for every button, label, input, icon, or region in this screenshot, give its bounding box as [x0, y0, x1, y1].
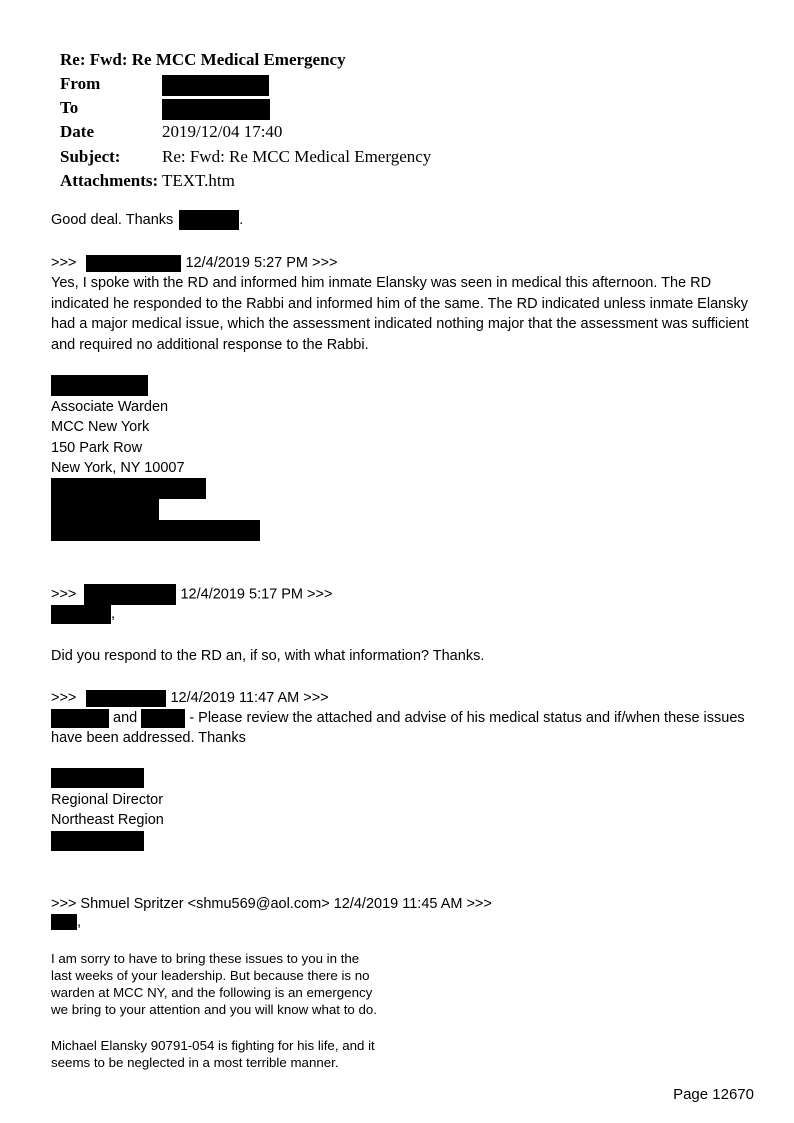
quote4-header: >>> Shmuel Spritzer <shmu569@aol.com> 12/4/2019 11:45 AM >>>	[51, 896, 492, 912]
quote4-salutation: ,	[51, 912, 81, 932]
attachments-row	[60, 169, 235, 193]
redaction-name	[141, 709, 185, 728]
from-row	[60, 72, 162, 96]
quote-time: 12/4/2019 5:17 PM >>>	[180, 586, 333, 603]
redaction-name	[51, 914, 77, 930]
to-label: To	[60, 98, 79, 117]
quote1-header	[51, 253, 337, 273]
quote-time: 12/4/2019 5:27 PM >>>	[185, 255, 338, 271]
quote-prefix: >>>	[51, 586, 77, 603]
date-value: 2019/12/04 17:40	[162, 122, 283, 141]
quote2-body: Did you respond to the RD an, if so, with what information? Thanks.	[51, 648, 485, 664]
sig2-redaction	[51, 768, 144, 788]
sig1-street: 150 Park Row	[51, 440, 143, 456]
attachments-label: Attachments:	[60, 171, 159, 190]
redaction-contact-2	[51, 499, 159, 520]
sig2-title: Regional Director	[51, 792, 164, 808]
quote3-line2: have been addressed. Thanks	[51, 730, 246, 746]
subject-label: Subject:	[60, 147, 121, 166]
sig1-title: Associate Warden	[51, 399, 169, 415]
redaction-name	[51, 605, 111, 624]
attachments-value[interactable]: TEXT.htm	[162, 171, 235, 190]
quote-prefix: >>>	[51, 690, 77, 706]
redaction-contact	[51, 831, 144, 851]
sig2-region: Northeast Region	[51, 812, 164, 828]
subject-value: Re: Fwd: Re MCC Medical Emergency	[162, 147, 432, 166]
reply-line	[51, 210, 243, 230]
quote1-body: Yes, I spoke with the RD and informed him inmate Elansky was seen in medical this afternoon. The RD indicated he responded to the Rabbi and informed him of the same. The RD indicated unless inmate Elansky had a major medical issue, which the assessment indicated nothing major that the assessment was sufficient and required no additional response to the Rabbi.	[51, 275, 749, 353]
redaction-name	[51, 709, 109, 728]
quote2-header	[51, 584, 332, 605]
date-row	[60, 120, 283, 144]
quote3-line1: and - Please review the attached and advise of his medical status and if/when these issues	[51, 708, 745, 728]
redaction-contact-3	[51, 520, 260, 541]
sig1-city: New York, NY 10007	[51, 460, 185, 476]
subject-row	[60, 145, 432, 169]
sig1-org: MCC New York	[51, 419, 150, 435]
redaction-name	[179, 210, 239, 230]
quote2-salutation: ,	[51, 604, 115, 624]
reply-punct: .	[239, 212, 244, 228]
redaction-to	[162, 99, 270, 120]
sig1-redaction	[51, 375, 148, 396]
redaction-contact-1	[51, 478, 206, 499]
quote4-para2: Michael Elansky 90791-054 is fighting for his life, and it seems to be neglected in a most terrible manner.	[51, 1038, 375, 1070]
reply-text: Good deal. Thanks	[51, 212, 174, 228]
redaction-from	[162, 75, 269, 96]
date-label: Date	[60, 122, 94, 141]
email-subject-heading	[60, 48, 346, 72]
quote-prefix: >>>	[51, 255, 77, 271]
to-row	[60, 96, 162, 120]
quote3-header	[51, 688, 329, 708]
quote-time: 12/4/2019 11:47 AM >>>	[170, 690, 329, 706]
subject-heading-text: Re: Fwd: Re MCC Medical Emergency	[60, 50, 346, 69]
redaction-sender	[84, 584, 176, 605]
quote4-para1: I am sorry to have to bring these issues to you in the last weeks of your leadership. But because there is no warden at MCC NY, and the following is an emergency we bring to your attention and you will know what to do.	[51, 951, 377, 1017]
redaction-sender	[86, 690, 166, 707]
redaction-sender	[86, 255, 181, 272]
page-number: Page 12670	[673, 1086, 754, 1103]
from-label: From	[60, 74, 101, 93]
